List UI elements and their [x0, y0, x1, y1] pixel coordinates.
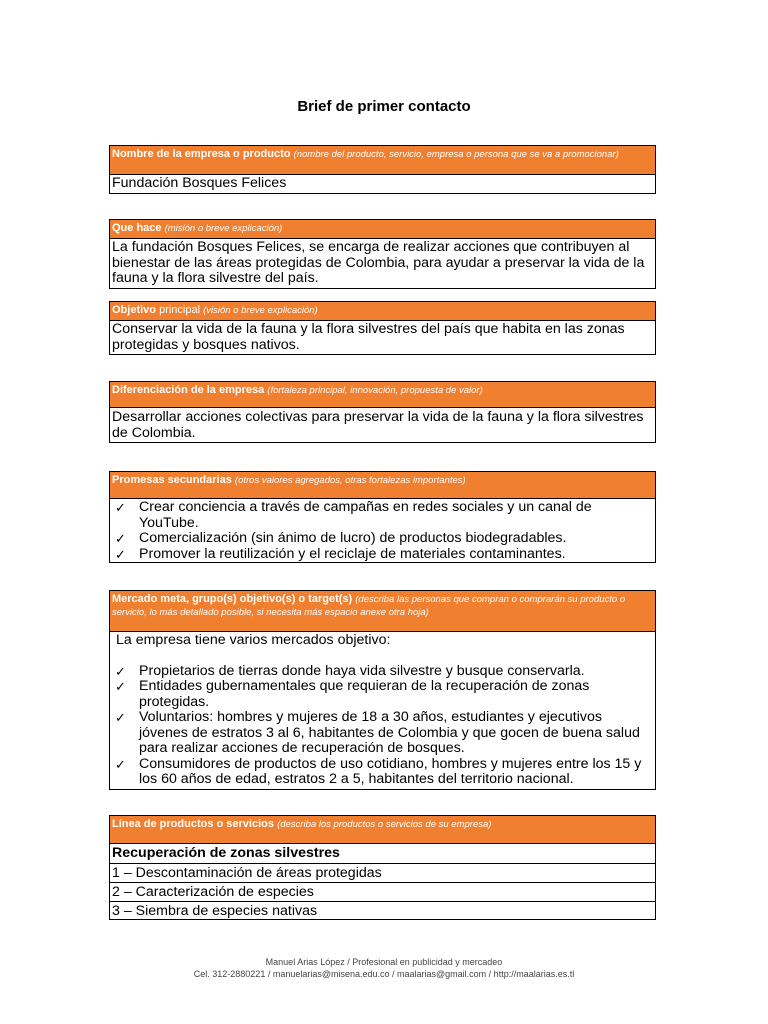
list-item: ✓ Propietarios de tierras donde haya vida silvestre y busque conservarla. [115, 662, 585, 679]
section-value: La fundación Bosques Felices, se encarga de realizar acciones que contribuyen al bienestar de las áreas protegidas de Colombia, para ayudar a preservar la vida de la fauna y la flora silvestre del país. [112, 239, 645, 286]
section-label: Que hace [112, 222, 162, 234]
section-label: Objetivo [112, 304, 157, 316]
section-label: Línea de productos o servicios [112, 818, 274, 830]
section-hint: (describa los productos o servicios de su empresa) [277, 819, 492, 830]
list-item: ✓ Entidades gubernamentales que requieran de la recuperación de zonas protegidas. [115, 678, 590, 710]
section-que-hace [109, 219, 656, 289]
list-item: ✓ Consumidores de productos de uso cotidiano, hombres y mujeres entre los 15 y los 60 años de edad, estratos 2 a 5, habitantes del territorio nacional. [115, 755, 642, 787]
section-label: Nombre de la empresa o producto [112, 148, 291, 160]
check-icon: ✓ [115, 546, 126, 562]
table-row: 1 – Descontaminación de áreas protegidas [110, 863, 655, 882]
page-title: Brief de primer contacto [297, 98, 471, 115]
list-item: ✓ Voluntarios: hombres y mujeres de 18 a 30 años, estudiantes y ejecutivos jóvenes de estratos 3 al 6, habitantes de Colombia y que gocen de buena salud para realizar acciones de recuperación de bosques. [115, 709, 640, 756]
list-item: ✓ Crear conciencia a través de campañas en redes sociales y un canal de YouTube. [115, 499, 592, 531]
list-item: ✓ Comercialización (sin ánimo de lucro) de productos biodegradables. [115, 530, 567, 546]
product-subtitle: Recuperación de zonas silvestres [112, 845, 340, 861]
section-label: Promesas secundarias [112, 474, 232, 486]
section-promesas [109, 471, 656, 563]
section-linea [109, 815, 656, 920]
section-label: Diferenciación de la empresa [112, 384, 265, 396]
section-mercado [109, 590, 656, 790]
section-hint: (misión o breve explicación) [164, 223, 283, 234]
section-hint: (nombre del producto, servicio, empresa o persona que se va a promocionar) [293, 149, 619, 160]
section-header [110, 146, 655, 175]
footer-contact: Cel. 312-2880221 / manuelarias@misena.edu.co / maalarias@gmail.com / http://maalarias.es.tl [193, 969, 575, 979]
section-value: Desarrollar acciones colectivas para preservar la vida de la fauna y la flora silvestres de Colombia. [112, 409, 644, 441]
table-row: 3 – Siembra de especies nativas [110, 901, 655, 919]
check-list [112, 664, 654, 788]
section-value: Conservar la vida de la fauna y la flora silvestres del país que habita en las zonas protegidas y bosques nativos. [112, 321, 625, 353]
section-label: Mercado meta, grupo(s) objetivo(s) o target(s) [112, 593, 353, 605]
section-header [110, 816, 655, 844]
section-hint: (visión o breve explicación) [203, 305, 318, 316]
section-diferenciacion [109, 381, 656, 443]
check-icon: ✓ [115, 500, 126, 515]
section-header [110, 220, 655, 239]
check-list [112, 500, 654, 562]
section-hint: (fortaleza principal, innovación, propuesta de valor) [267, 385, 483, 396]
footer-author: Manuel Arias López / Profesional en publicidad y mercadeo [265, 957, 503, 967]
list-item: ✓ Promover la reutilización y el reciclaje de materiales contaminantes. [115, 545, 566, 562]
table-row: 2 – Caracterización de especies [110, 882, 655, 901]
section-objetivo [109, 301, 656, 355]
section-hint: (otros valores agregados, otras fortalezas importantes) [234, 475, 466, 486]
section-value: Fundación Bosques Felices [112, 175, 287, 191]
section-intro: La empresa tiene varios mercados objetivo: [116, 632, 391, 648]
check-icon: ✓ [115, 531, 126, 546]
footer [0, 956, 768, 980]
section-hint: (describa las personas que compran o comprarán su producto o servicio, lo más detallado posible, si necesita más espacio anexe otra hoja) [112, 594, 626, 618]
section-label-plain: principal [159, 304, 201, 316]
check-icon: ✓ [115, 710, 126, 725]
section-nombre [109, 145, 656, 194]
section-header [110, 472, 655, 499]
check-icon: ✓ [115, 679, 126, 694]
check-icon: ✓ [115, 663, 126, 679]
section-header [110, 302, 655, 321]
section-header [110, 591, 655, 632]
check-icon: ✓ [115, 756, 126, 772]
section-header [110, 382, 655, 408]
